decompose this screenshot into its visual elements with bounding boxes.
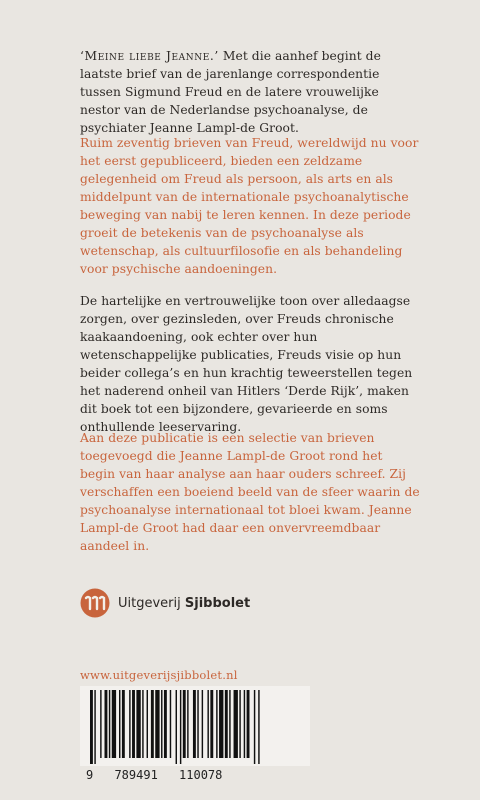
intro-body: Met die aanhef begint de laatste brief van de jarenlange correspondentie tussen Sigmund Freud en de latere vrouwelijke nestor van de Nederlandse psychoanalyse, de psychiater Jeanne Lampl-de Groot. — [80, 49, 381, 135]
barcode-bar — [105, 690, 108, 758]
barcode-bar — [254, 690, 255, 764]
barcode-bar — [183, 690, 186, 758]
intro-salutation: ‘Meine liebe Jeanne.’ — [80, 49, 219, 63]
barcode-bar — [129, 690, 130, 758]
barcode-bar — [216, 690, 217, 758]
barcode-bar — [100, 690, 101, 758]
publisher-logo — [80, 588, 250, 618]
barcode-bar — [239, 690, 240, 758]
barcode-bar — [244, 690, 245, 758]
barcode-bar — [147, 690, 148, 758]
barcode-bar — [161, 690, 162, 758]
intro-paragraph — [80, 47, 420, 137]
barcode-bar — [94, 690, 95, 764]
barcode-bar — [151, 690, 154, 758]
barcode-bar — [210, 690, 213, 758]
barcode-bar — [136, 690, 140, 758]
barcode-bar — [155, 690, 159, 758]
barcode-bar — [219, 690, 223, 758]
publisher-name-regular: Uitgeverij — [118, 595, 185, 611]
barcode-bar — [247, 690, 250, 758]
barcode-area — [80, 686, 310, 766]
barcode-bar — [164, 690, 167, 758]
barcode-bar — [112, 690, 116, 758]
barcode-bar — [119, 690, 120, 758]
isbn-number: 9 789491 110078 — [86, 768, 223, 782]
publisher-name — [118, 596, 250, 611]
barcode-bar — [202, 690, 203, 758]
tone-paragraph: De hartelijke en vertrouwelijke toon over alledaagse zorgen, over gezinsleden, over Freuds chronische kaakaandoening, ook echter over hun wetenschappelijke publicaties, Freuds visie op hun beider collega’s en hun krachtig teweerstellen tegen het naderend onheil van Hitlers ‘Derde Rijk’, maken dit boek tot een bijzondere, gevarieerde en soms onthullende leeservaring. — [80, 294, 413, 434]
barcode-bar — [234, 690, 238, 758]
barcode-bar — [142, 690, 143, 758]
barcode-bar — [90, 690, 93, 764]
barcode-bar — [180, 690, 181, 764]
barcode-bar — [122, 690, 125, 758]
selection-paragraph: Aan deze publicatie is een selectie van brieven toegevoegd die Jeanne Lampl-de Groot rond het begin van haar analyse aan haar ouders schreef. Zij verschaffen een boeiend beeld van de sfeer waarin de psychoanalyse internationaal tot bloei kwam. Jeanne Lampl-de Groot had daar een onvervreemdbaar aandeel in. — [80, 431, 420, 553]
isbn-barcode — [86, 690, 304, 764]
barcode-bar — [109, 690, 110, 758]
letters-paragraph: Ruim zeventig brieven van Freud, wereldwijd nu voor het eerst gepubliceerd, bieden een zeldzame gelegenheid om Freud als persoon, als arts en als middelpunt van de internationale psychoanalytische beweging van nabij te leren kennen. In deze periode groeit de betekenis van de psychoanalyse als wetenschap, als cultuurfilosofie en als behandeling voor psychische aandoeningen. — [80, 136, 419, 276]
barcode-bar — [229, 690, 230, 758]
barcode-bar — [187, 690, 188, 758]
barcode-bar — [258, 690, 259, 764]
sjibbolet-logo-icon — [80, 588, 110, 618]
barcode-bar — [170, 690, 171, 758]
publisher-website: www.uitgeverijsjibbolet.nl — [80, 668, 238, 682]
barcode-bar — [225, 690, 228, 758]
barcode-bar — [176, 690, 177, 764]
barcode-bar — [197, 690, 198, 758]
barcode-bar — [207, 690, 208, 758]
publisher-name-bold: Sjibbolet — [184, 595, 251, 611]
barcode-bar — [193, 690, 196, 758]
barcode-bar — [132, 690, 135, 758]
